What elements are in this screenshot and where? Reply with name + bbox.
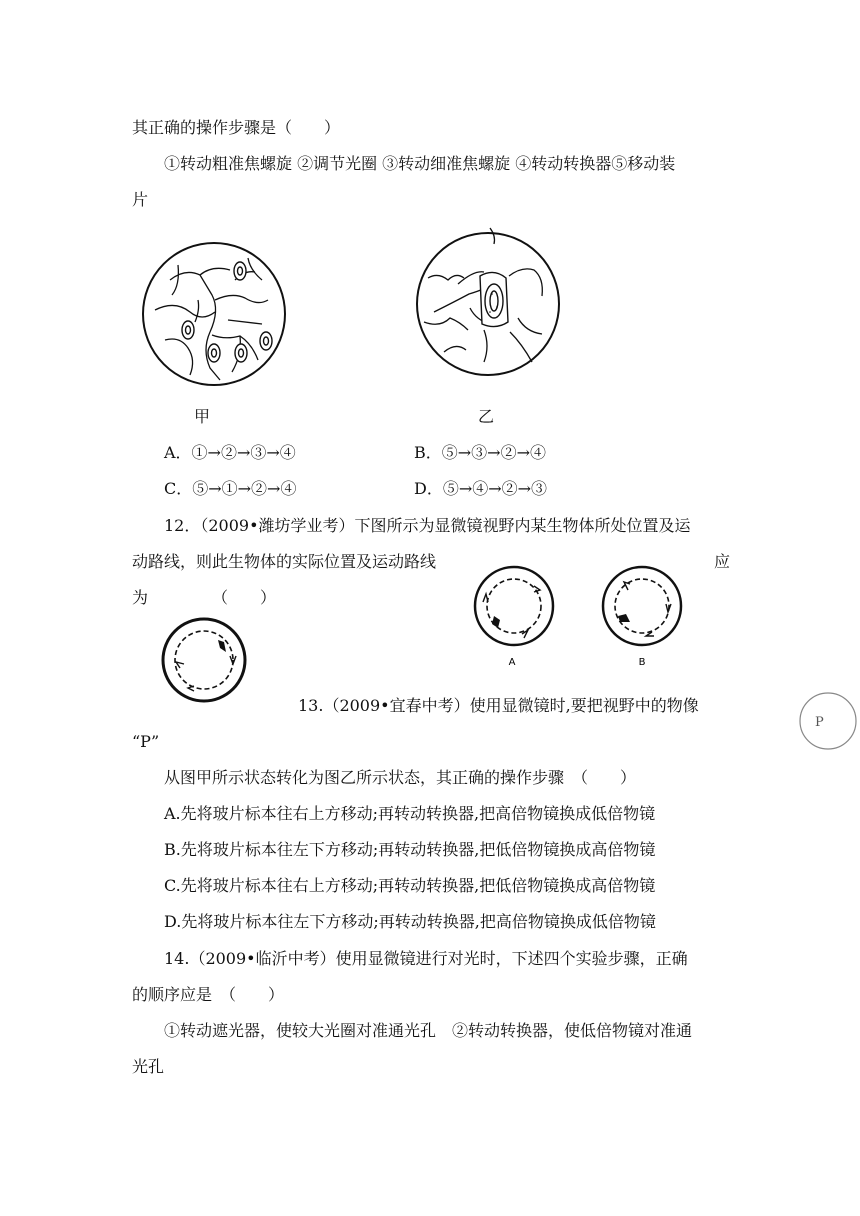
- option-d: D．⑤→④→②→③: [414, 479, 548, 498]
- p-view-figure: [798, 690, 858, 752]
- q12-choice-a-label: A: [508, 657, 516, 668]
- q12-choice-a-figure: [472, 564, 556, 668]
- q13-option-a: A.先将玻片标本往右上方移动;再转动转换器,把高倍物镜换成低倍物镜: [164, 804, 656, 823]
- q13-option-d: D.先将玻片标本往左下方移动;再转动转换器,把高倍物镜换成低倍物镜: [164, 912, 656, 931]
- q13-stem: 13.（2009•宜春中考）使用显微镜时,要把视野中的物像: [298, 696, 699, 715]
- q14-step-continued: 光孔: [132, 1057, 165, 1076]
- steps-list-continued: 片: [132, 190, 149, 209]
- q13-option-b: B.先将玻片标本往左下方移动;再转动转换器,把低倍物镜换成高倍物镜: [164, 840, 656, 859]
- q14-step-1-2: ①转动遮光器，使较大光圈对准通光孔 ②转动转换器，使低倍物镜对准通: [164, 1021, 693, 1040]
- q12-stem: 12．（2009•潍坊学业考）下图所示为显微镜视野内某生物体所处位置及运: [164, 516, 691, 535]
- q12-stem-3: 应: [714, 552, 731, 571]
- p-letter: P: [815, 715, 824, 730]
- q12-stem-2: 动路线，则此生物体的实际位置及运动路线: [132, 552, 437, 571]
- caption-yi: 乙: [478, 407, 495, 426]
- option-c: C．⑤→①→②→④: [164, 479, 297, 498]
- microscope-view-jia: [140, 240, 290, 390]
- microscope-view-yi: [414, 222, 564, 382]
- q13-option-c: C.先将玻片标本往右上方移动;再转动转换器,把低倍物镜换成高倍物镜: [164, 876, 656, 895]
- question-stem: 其正确的操作步骤是（ ）: [132, 118, 341, 137]
- caption-jia: 甲: [194, 407, 211, 426]
- q12-choice-b-figure: [600, 564, 684, 668]
- q13-stem-2: “P”: [132, 732, 160, 751]
- q12-choice-b-label: B: [638, 657, 646, 668]
- q13-stem-3: 从图甲所示状态转化为图乙所示状态，其正确的操作步骤 （ ）: [164, 768, 637, 787]
- option-a: A．①→②→③→④: [164, 443, 296, 462]
- q12-blank: （ ）: [212, 588, 277, 607]
- q14-stem: 14.（2009•临沂中考）使用显微镜进行对光时，下述四个实验步骤，正确: [164, 949, 688, 968]
- q12-view-figure: [160, 616, 248, 704]
- q14-stem-2: 的顺序应是 （ ）: [132, 985, 285, 1004]
- steps-list: ①转动粗准焦螺旋 ②调节光圈 ③转动细准焦螺旋 ④转动转换器⑤移动装: [164, 154, 676, 173]
- q12-stem-4: 为: [132, 588, 149, 607]
- option-b: B．⑤→③→②→④: [414, 443, 546, 462]
